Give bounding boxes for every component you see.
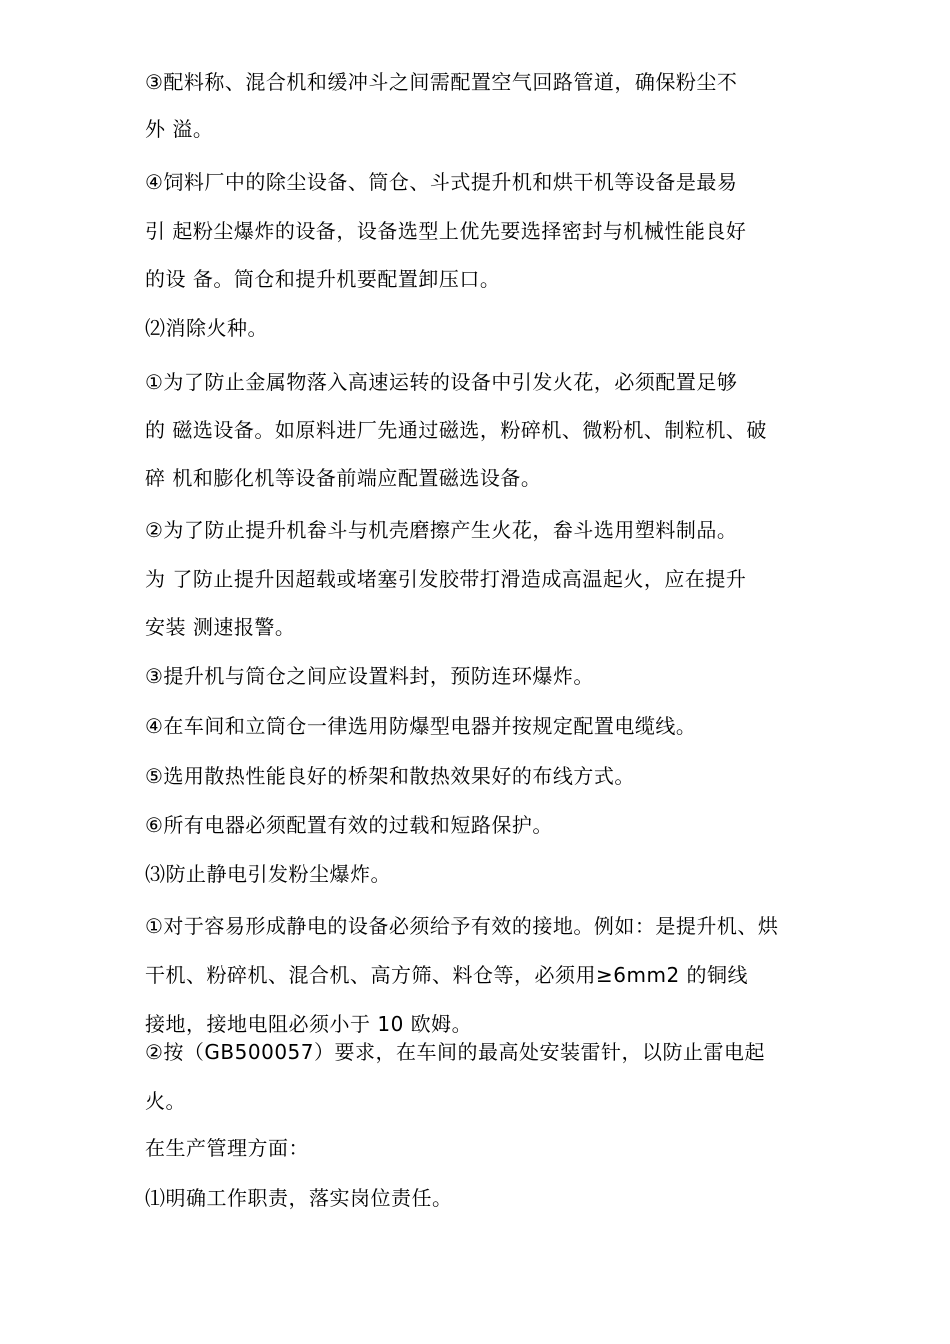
text-line: ⑤选用散热性能良好的桥架和散热效果好的布线方式。 [145,764,635,788]
text-line: 为 了防止提升因超载或堵塞引发胶带打滑造成高温起火，应在提升 [145,567,747,591]
text-line: ⑥所有电器必须配置有效的过载和短路保护。 [145,813,553,837]
text-line: ③提升机与筒仓之间应设置料封，预防连环爆炸。 [145,664,594,688]
section-heading: ⑶防止静电引发粉尘爆炸。 [145,862,391,886]
text-line: ①为了防止金属物落入高速运转的设备中引发火花，必须配置足够 [145,370,738,394]
section-heading: ⑵消除火种。 [145,316,268,340]
text-line: 引 起粉尘爆炸的设备，设备选型上优先要选择密封与机械性能良好 [145,219,747,243]
text-line: ③配料称、混合机和缓冲斗之间需配置空气回路管道，确保粉尘不 [145,70,738,94]
text-line: ①对于容易形成静电的设备必须给予有效的接地。例如：是提升机、烘 [145,914,779,938]
text-line: 干机、粉碎机、混合机、高方筛、料仓等，必须用≥6mm2 的铜线 [145,963,749,987]
text-line: 接地，接地电阻必须小于 10 欧姆。 [145,1012,473,1036]
text-line: 外 溢。 [145,117,214,141]
text-line: 碎 机和膨化机等设备前端应配置磁选设备。 [145,466,542,490]
text-line: ②按（GB500057）要求，在车间的最高处安装雷针，以防止雷电起 [145,1040,765,1064]
text-line: ②为了防止提升机畚斗与机壳磨擦产生火花，畚斗选用塑料制品。 [145,518,738,542]
text-line: ④在车间和立筒仓一律选用防爆型电器并按规定配置电缆线。 [145,714,697,738]
section-heading: 在生产管理方面： [145,1136,309,1160]
text-line: 的设 备。筒仓和提升机要配置卸压口。 [145,267,501,291]
text-line: 火。 [145,1089,186,1113]
text-line: ⑴明确工作职责，落实岗位责任。 [145,1186,453,1210]
text-line: 的 磁选设备。如原料进厂先通过磁选，粉碎机、微粉机、制粒机、破 [145,418,767,442]
text-line: ④饲料厂中的除尘设备、筒仓、斗式提升机和烘干机等设备是最易 [145,170,738,194]
text-line: 安装 测速报警。 [145,615,296,639]
